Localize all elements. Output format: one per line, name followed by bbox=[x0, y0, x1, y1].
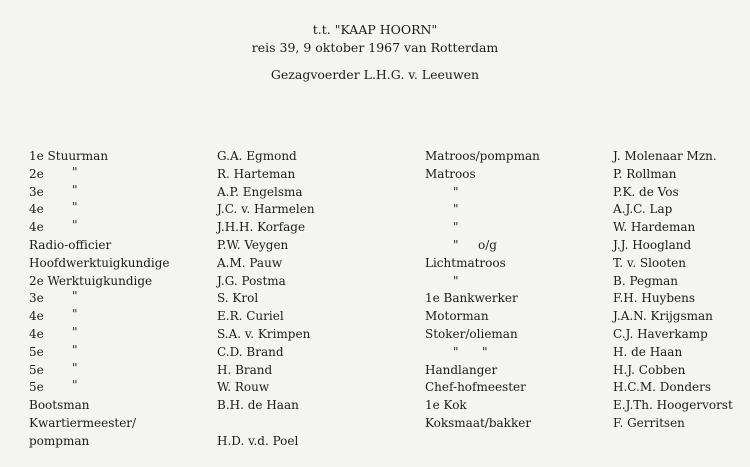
crew-name: F.H. Huybens bbox=[613, 291, 696, 306]
crew-rank-text: Bootsman bbox=[29, 398, 90, 413]
crew-rank bbox=[29, 397, 209, 415]
crew-name: P.W. Veygen bbox=[217, 237, 289, 252]
crew-name: W. Rouw bbox=[217, 380, 270, 395]
crew-rank-text: Chef-hofmeester bbox=[425, 380, 526, 395]
crew-rank-text: 5e bbox=[29, 362, 44, 377]
crew-name: J. Molenaar Mzn. bbox=[613, 149, 717, 163]
crew-rank-text: pompman bbox=[29, 433, 90, 448]
ditto-mark: " bbox=[72, 324, 78, 339]
crew-rank-text: Hoofdwerktuigkundige bbox=[29, 255, 170, 270]
crew-rank bbox=[425, 273, 605, 291]
crew-rank bbox=[29, 308, 209, 326]
crew-rank-text: " bbox=[453, 184, 459, 199]
crew-rank bbox=[29, 290, 209, 308]
crew-rank bbox=[425, 201, 605, 219]
crew-rank bbox=[29, 237, 209, 255]
crew-name: S.A. v. Krimpen bbox=[217, 326, 311, 341]
ditto-mark: " bbox=[72, 218, 78, 233]
crew-name: H.C.M. Donders bbox=[613, 380, 712, 395]
crew-rank-text: 1e Bankwerker bbox=[425, 291, 518, 306]
crew-rank bbox=[29, 362, 209, 380]
crew-rank-text: Lichtmatroos bbox=[425, 255, 506, 270]
crew-name: H.D. v.d. Poel bbox=[217, 433, 299, 448]
ditto-mark: " bbox=[72, 360, 78, 375]
crew-rank-text: " bbox=[453, 344, 459, 359]
crew-rank-text: Handlanger bbox=[425, 362, 498, 377]
crew-name: T. v. Slooten bbox=[613, 255, 687, 270]
crew-name: J.G. Postma bbox=[217, 273, 286, 288]
crew-rank bbox=[425, 148, 605, 166]
crew-rank bbox=[29, 344, 209, 362]
crew-rank-text: 5e bbox=[29, 344, 44, 359]
captain-line-text: Gezagvoerder L.H.G. v. Leeuwen bbox=[270, 67, 480, 82]
crew-rank-text: " bbox=[453, 273, 459, 288]
crew-rank bbox=[29, 433, 209, 451]
crew-rank-text: " bbox=[453, 202, 459, 217]
crew-rank bbox=[425, 219, 605, 237]
crew-rank bbox=[29, 273, 209, 291]
crew-name: B. Pegman bbox=[613, 273, 679, 288]
crew-rank-text: Kwartiermeester/ bbox=[29, 415, 137, 430]
rank-suffix: " bbox=[482, 344, 488, 359]
ditto-mark: " bbox=[72, 182, 78, 197]
crew-rank bbox=[425, 237, 605, 255]
ship-title bbox=[0, 22, 750, 37]
left-ranks-column bbox=[29, 148, 209, 451]
rank-suffix: o/g bbox=[478, 237, 497, 252]
crew-name: H. Brand bbox=[217, 362, 273, 377]
voyage-line bbox=[0, 40, 750, 55]
crew-name: J.C. v. Harmelen bbox=[217, 202, 315, 217]
crew-name: W. Hardeman bbox=[613, 220, 696, 235]
crew-rank bbox=[29, 219, 209, 237]
voyage-line-text: reis 39, 9 oktober 1967 van Rotterdam bbox=[251, 40, 499, 55]
crew-rank-text: 1e Stuurman bbox=[29, 149, 109, 163]
ditto-mark: " bbox=[72, 200, 78, 215]
crew-rank-text: Motorman bbox=[425, 309, 489, 324]
ditto-mark: " bbox=[72, 289, 78, 304]
crew-rank bbox=[425, 326, 605, 344]
crew-rank-text: Radio-officier bbox=[29, 237, 112, 252]
crew-rank bbox=[29, 326, 209, 344]
crew-rank bbox=[29, 415, 209, 433]
crew-name: E.J.Th. Hoogervorst bbox=[613, 398, 733, 413]
crew-rank-text: 4e bbox=[29, 220, 44, 235]
crew-name: H. de Haan bbox=[613, 344, 683, 359]
crew-rank bbox=[425, 184, 605, 202]
crew-rank bbox=[425, 308, 605, 326]
crew-name: B.H. de Haan bbox=[217, 398, 299, 413]
crew-rank-text: 4e bbox=[29, 326, 44, 341]
crew-rank-text: 4e bbox=[29, 309, 44, 324]
crew-rank-text: 1e Kok bbox=[425, 398, 467, 413]
crew-rank bbox=[29, 379, 209, 397]
crew-name: S. Krol bbox=[217, 291, 259, 306]
crew-name: A.J.C. Lap bbox=[613, 202, 673, 217]
crew-rank bbox=[29, 148, 209, 166]
crew-name: R. Harteman bbox=[217, 166, 296, 181]
captain-line bbox=[0, 67, 750, 82]
crew-rank bbox=[425, 166, 605, 184]
crew-name: A.M. Pauw bbox=[217, 255, 283, 270]
right-names-column bbox=[613, 148, 750, 433]
crew-rank bbox=[425, 290, 605, 308]
ditto-mark: " bbox=[72, 307, 78, 322]
crew-name: P.K. de Vos bbox=[613, 184, 679, 199]
ditto-mark: " bbox=[72, 378, 78, 393]
crew-name: P. Rollman bbox=[613, 166, 677, 181]
crew-name: J.A.N. Krijgsman bbox=[613, 309, 713, 324]
crew-rank-text: Matroos/pompman bbox=[425, 149, 540, 163]
crew-name bbox=[217, 415, 417, 433]
crew-name: G.A. Egmond bbox=[217, 149, 297, 163]
crew-rank bbox=[29, 184, 209, 202]
crew-rank-text: Stoker/olieman bbox=[425, 326, 518, 341]
right-ranks-column bbox=[425, 148, 605, 433]
crew-rank bbox=[425, 344, 605, 362]
crew-name: F. Gerritsen bbox=[613, 415, 685, 430]
crew-rank-text: 5e bbox=[29, 380, 44, 395]
crew-name: C.J. Haverkamp bbox=[613, 326, 708, 341]
crew-rank-text: Koksmaat/bakker bbox=[425, 415, 532, 430]
crew-rank-text: 4e bbox=[29, 202, 44, 217]
crew-rank-text: " bbox=[453, 237, 459, 252]
crew-rank bbox=[29, 201, 209, 219]
crew-name: J.J. Hoogland bbox=[613, 237, 692, 252]
crew-rank-text: 3e bbox=[29, 291, 44, 306]
crew-rank bbox=[29, 255, 209, 273]
crew-rank bbox=[29, 166, 209, 184]
crew-rank-text: " bbox=[453, 220, 459, 235]
ditto-mark: " bbox=[72, 164, 78, 179]
ditto-mark: " bbox=[72, 342, 78, 357]
crew-name: E.R. Curiel bbox=[217, 309, 284, 324]
crew-rank bbox=[425, 397, 605, 415]
crew-name: C.D. Brand bbox=[217, 344, 284, 359]
crew-rank bbox=[425, 362, 605, 380]
crew-name: H.J. Cobben bbox=[613, 362, 686, 377]
crew-name: A.P. Engelsma bbox=[217, 184, 303, 199]
crew-name: J.H.H. Korfage bbox=[217, 220, 306, 235]
ship-title-text: t.t. "KAAP HOORN" bbox=[312, 22, 438, 37]
crew-rank-text: 2e bbox=[29, 166, 44, 181]
crew-rank bbox=[425, 255, 605, 273]
crew-rank-text: Matroos bbox=[425, 166, 476, 181]
crew-rank bbox=[425, 379, 605, 397]
crew-rank-text: 3e bbox=[29, 184, 44, 199]
crew-rank bbox=[425, 415, 605, 433]
left-names-column bbox=[217, 148, 417, 451]
crew-rank-text: 2e Werktuigkundige bbox=[29, 273, 153, 288]
